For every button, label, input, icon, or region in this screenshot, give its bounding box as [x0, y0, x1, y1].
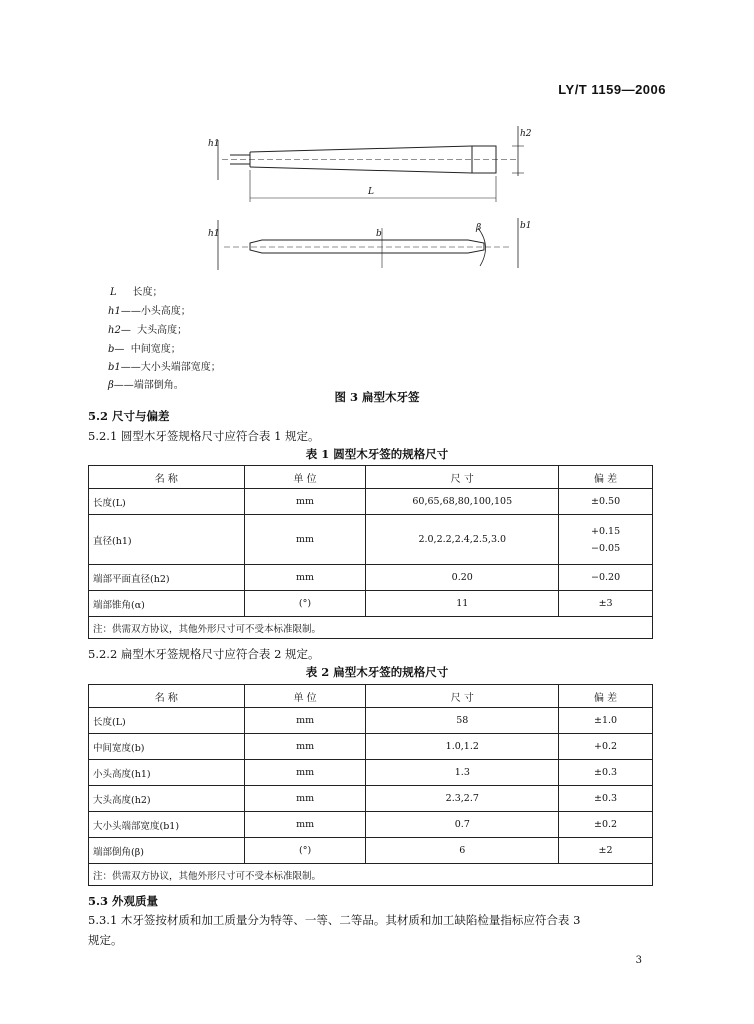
table-row [89, 786, 653, 812]
cell-deviation: ±2 [559, 838, 653, 864]
table-row [89, 591, 653, 617]
cell-size: 1.3 [366, 760, 559, 786]
label-h1-top: h1 [208, 139, 220, 149]
col-header-unit: 单 位 [244, 685, 366, 708]
cell-name: 长度(L) [89, 708, 245, 734]
cell-deviation: ±3 [559, 591, 653, 617]
cell-deviation: ±0.3 [559, 786, 653, 812]
legend-item: h1——小头高度； [108, 306, 191, 317]
cell-name: 大小头端部宽度(b1) [89, 812, 245, 838]
section-5-2-1-text: 5.2.1 圆型木牙签规格尺寸应符合表 1 规定。 [88, 429, 320, 443]
page-number: 3 [635, 955, 642, 966]
cell-deviation: −0.20 [559, 565, 653, 591]
col-header-name: 名 称 [89, 466, 245, 489]
col-header-deviation: 偏 差 [559, 466, 653, 489]
cell-size: 1.0,1.2 [366, 734, 559, 760]
legend-item: β——端部倒角。 [108, 380, 184, 391]
cell-size: 11 [366, 591, 559, 617]
table-row [89, 812, 653, 838]
cell-name: 端部平面直径(h2) [89, 565, 245, 591]
legend-item: L 长度； [110, 287, 163, 298]
table-row [89, 515, 653, 565]
table-1-title: 表 1 圆型木牙签的规格尺寸 [305, 447, 449, 461]
cell-unit: (°) [244, 591, 366, 617]
col-header-deviation: 偏 差 [559, 685, 653, 708]
table-row [89, 708, 653, 734]
legend-item: b— 中间宽度； [108, 344, 181, 355]
table-2-title: 表 2 扁型木牙签的规格尺寸 [305, 665, 449, 679]
cell-unit: mm [244, 734, 366, 760]
cell-size: 60,65,68,80,100,105 [366, 489, 559, 515]
cell-name: 长度(L) [89, 489, 245, 515]
cell-deviation [559, 515, 653, 565]
label-beta: β [476, 223, 482, 233]
table-note: 注：供需双方协议，其他外形尺寸可不受本标准限制。 [89, 617, 653, 639]
cell-name: 端部倒角(β) [89, 838, 245, 864]
cell-unit: mm [244, 515, 366, 565]
cell-size: 58 [366, 708, 559, 734]
cell-name: 大头高度(h2) [89, 786, 245, 812]
cell-unit: mm [244, 565, 366, 591]
cell-deviation: ±1.0 [559, 708, 653, 734]
cell-deviation: ±0.3 [559, 760, 653, 786]
section-5-2-2-text: 5.2.2 扁型木牙签规格尺寸应符合表 2 规定。 [88, 647, 320, 661]
cell-name: 中间宽度(b) [89, 734, 245, 760]
cell-deviation: +0.2 [559, 734, 653, 760]
table-row [89, 760, 653, 786]
col-header-size: 尺 寸 [366, 466, 559, 489]
cell-deviation: ±0.50 [559, 489, 653, 515]
cell-name: 直径(h1) [89, 515, 245, 565]
table-note-row [89, 617, 653, 639]
table-header-row [89, 685, 653, 708]
table-row [89, 734, 653, 760]
col-header-name: 名 称 [89, 685, 245, 708]
cell-size: 0.20 [366, 565, 559, 591]
cell-unit: mm [244, 760, 366, 786]
cell-size: 2.3,2.7 [366, 786, 559, 812]
cell-size: 2.0,2.2,2.4,2.5,3.0 [366, 515, 559, 565]
cell-name: 小头高度(h1) [89, 760, 245, 786]
table-2 [88, 684, 653, 886]
deviation-upper: +0.15 [591, 525, 621, 537]
cell-unit: mm [244, 812, 366, 838]
table-note: 注：供需双方协议，其他外形尺寸可不受本标准限制。 [89, 864, 653, 886]
cell-name: 端部锥角(α) [89, 591, 245, 617]
section-5-3-1-text-cont: 规定。 [88, 933, 123, 947]
table-row [89, 565, 653, 591]
cell-unit: mm [244, 786, 366, 812]
table-header-row [89, 466, 653, 489]
deviation-lower: −0.05 [591, 542, 621, 554]
cell-deviation: ±0.2 [559, 812, 653, 838]
label-b: b [376, 229, 382, 239]
section-5-3-heading: 5.3 外观质量 [88, 894, 159, 908]
cell-unit: mm [244, 708, 366, 734]
table-row [89, 838, 653, 864]
figure-caption: 图 3 扁型木牙签 [334, 390, 420, 404]
section-5-3-1-text: 5.3.1 木牙签按材质和加工质量分为特等、一等、二等品。其材质和加工缺陷检量指标应符合表 3 [88, 913, 581, 927]
label-L: L [368, 187, 374, 197]
col-header-size: 尺 寸 [366, 685, 559, 708]
legend-item: b1——大小头端部宽度； [108, 362, 221, 373]
table-note-row [89, 864, 653, 886]
section-5-2-heading: 5.2 尺寸与偏差 [88, 409, 170, 423]
legend-item: h2— 大头高度； [108, 325, 188, 336]
col-header-unit: 单 位 [244, 466, 366, 489]
cell-unit: mm [244, 489, 366, 515]
label-b1: b1 [520, 221, 532, 231]
cell-unit: (°) [244, 838, 366, 864]
table-row [89, 489, 653, 515]
cell-size: 6 [366, 838, 559, 864]
figure-3-drawing [200, 118, 540, 278]
cell-size: 0.7 [366, 812, 559, 838]
label-h2-top: h2 [520, 129, 532, 139]
table-1 [88, 465, 653, 639]
label-h1-bottom: h1 [208, 229, 220, 239]
standard-number: LY/T 1159—2006 [558, 82, 666, 97]
